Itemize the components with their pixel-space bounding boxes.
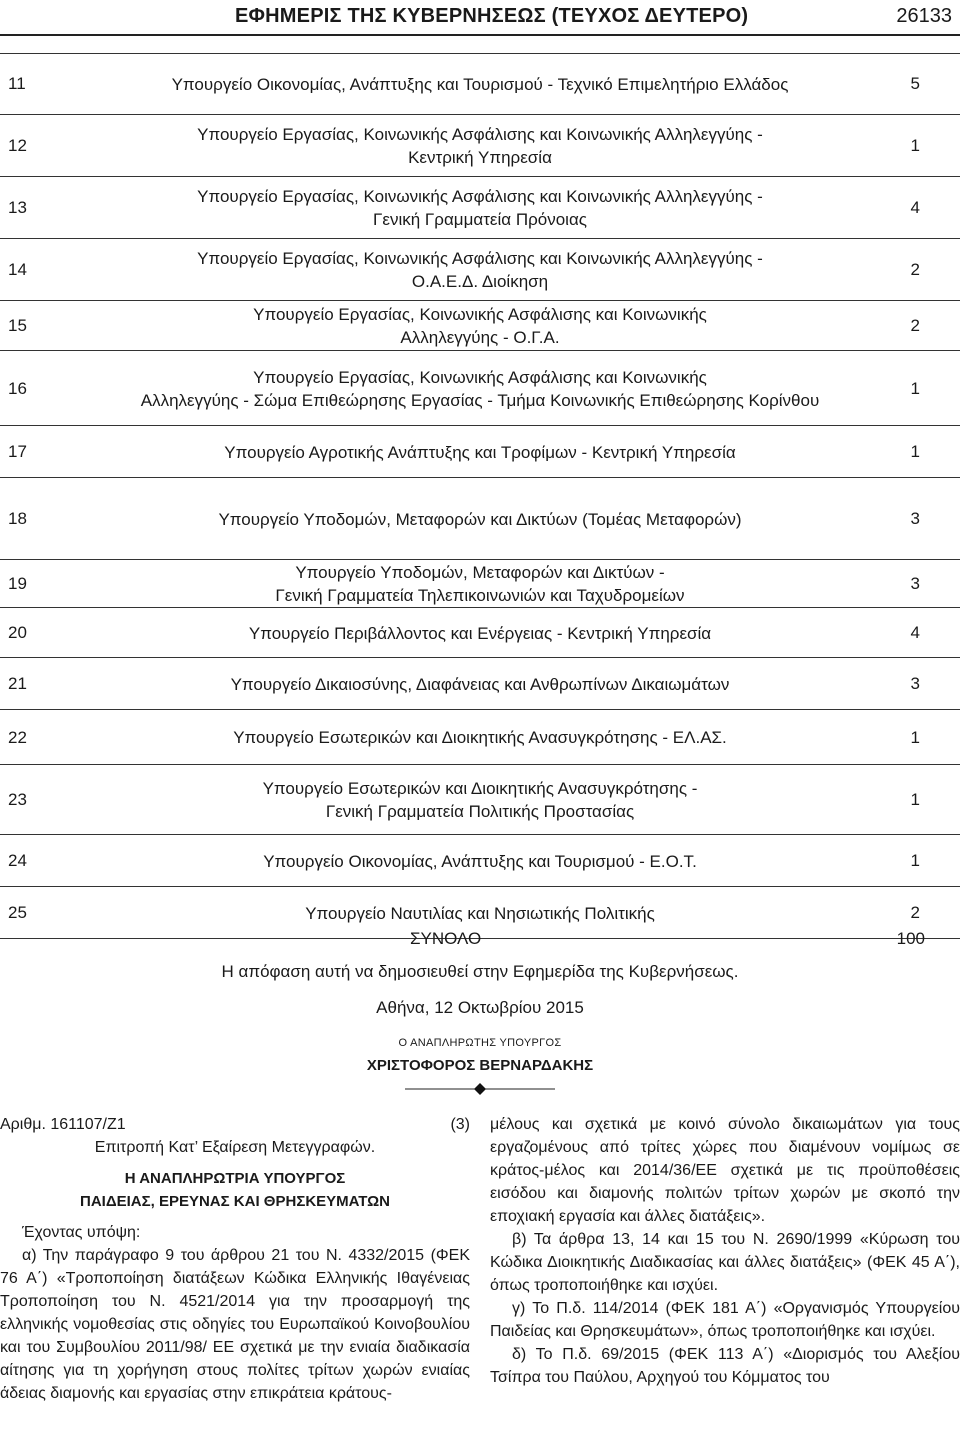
authority-line-2: ΠΑΙΔΕΙΑΣ, ΕΡΕΥΝΑΣ ΚΑΙ ΘΡΗΣΚΕΥΜΑΤΩΝ bbox=[80, 1193, 390, 1210]
description-line: Υπουργείο Εργασίας, Κοινωνικής Ασφάλισης και Κοινωνικής Αλληλεγγύης - bbox=[197, 249, 763, 268]
row-number: 25 bbox=[8, 903, 27, 922]
page-header bbox=[0, 0, 960, 34]
row-description bbox=[80, 303, 880, 349]
total-row bbox=[0, 927, 960, 953]
row-count: 1 bbox=[910, 790, 920, 809]
signatory-name: ΧΡΙΣΤΟΦΟΡΟΣ ΒΕΡΝΑΡΔΑΚΗΣ bbox=[366, 1057, 594, 1074]
description-line: Υπουργείο Εργασίας, Κοινωνικής Ασφάλισης και Κοινωνικής bbox=[253, 368, 707, 387]
row-number: 11 bbox=[8, 74, 26, 93]
decision-subject: Επιτροπή Κατ’ Εξαίρεση Μετεγγραφών. bbox=[94, 1139, 376, 1156]
table-row bbox=[0, 560, 960, 608]
row-count: 5 bbox=[910, 74, 920, 93]
section-separator-ornament bbox=[405, 1083, 555, 1095]
row-description bbox=[80, 850, 880, 873]
table-row bbox=[0, 115, 960, 177]
row-number: 16 bbox=[8, 379, 27, 398]
row-description bbox=[80, 123, 880, 169]
description-line: Υπουργείο Υποδομών, Μεταφορών και Δικτύων - bbox=[295, 563, 665, 582]
description-line: Υπουργείο Οικονομίας, Ανάπτυξης και Τουρισμού - Τεχνικό Επιμελητήριο Ελλάδος bbox=[171, 75, 789, 94]
description-line: Υπουργείο Οικονομίας, Ανάπτυξης και Τουρισμού - Ε.Ο.Τ. bbox=[263, 852, 697, 871]
gazette-title: ΕΦΗΜΕΡΙΣ ΤΗΣ ΚΥΒΕΡΝΗΣΕΩΣ (ΤΕΥΧΟΣ ΔΕΥΤΕΡΟ) bbox=[235, 5, 749, 27]
row-number: 23 bbox=[8, 790, 27, 809]
row-count: 2 bbox=[910, 316, 920, 335]
row-description bbox=[80, 673, 880, 696]
left-column bbox=[0, 1113, 470, 1405]
row-number: 19 bbox=[8, 574, 27, 593]
paragraph-a: α) Την παράγραφο 9 του άρθρου 21 του Ν. 4332/2015 (ΦΕΚ 76 Α΄) «Τροποποίηση διατάξεων Κώδικα Ελληνικής Ιθαγένειας Τροποποίηση του Ν. 4521/2014 για την προσαρμογή της ελληνικής νομοθεσίας στις οδηγίες του Ευρωπαϊκού Κοινοβουλίου και του Συμβουλίου 2011/98/ ΕΕ σχετικά με την ενιαία διαδικασία αίτησης για τη χορήγηση στους πολίτες τρίτων χωρών ενιαίας άδειας διαμονής και εργασίας στην επικράτεια κράτους- bbox=[0, 1247, 470, 1402]
row-count: 4 bbox=[910, 198, 920, 217]
description-line: Υπουργείο Εσωτερικών και Διοικητικής Ανασυγκρότησης - bbox=[262, 779, 698, 798]
row-description bbox=[80, 902, 880, 925]
description-line: Υπουργείο Αγροτικής Ανάπτυξης και Τροφίμων - Κεντρική Υπηρεσία bbox=[224, 443, 736, 462]
description-line: Υπουργείο Δικαιοσύνης, Διαφάνειας και Ανθρωπίνων Δικαιωμάτων bbox=[230, 675, 730, 694]
row-description bbox=[80, 508, 880, 531]
publication-order: Η απόφαση αυτή να δημοσιευθεί στην Εφημερίδα της Κυβερνήσεως. bbox=[221, 962, 739, 981]
table-row bbox=[0, 177, 960, 239]
row-number: 21 bbox=[8, 674, 27, 693]
row-number: 24 bbox=[8, 851, 27, 870]
description-line: Γενική Γραμματεία Τηλεπικοινωνιών και Ταχυδρομείων bbox=[275, 586, 685, 605]
decision-number-line bbox=[0, 1113, 470, 1136]
table-row bbox=[0, 835, 960, 887]
decision-number: Αριθμ. 161107/Ζ1 bbox=[0, 1116, 126, 1133]
description-line: Ο.Α.Ε.Δ. Διοίκηση bbox=[411, 272, 549, 291]
header-divider bbox=[0, 34, 960, 36]
row-description bbox=[80, 622, 880, 645]
row-number: 12 bbox=[8, 136, 27, 155]
total-value: 100 bbox=[896, 929, 925, 948]
row-description bbox=[80, 561, 880, 607]
table-row bbox=[0, 426, 960, 478]
right-column bbox=[490, 1113, 960, 1389]
paragraph-a-continued: μέλους και σχετικά με κοινό σύνολο δικαιωμάτων για τους εργαζομένους από τρίτες χώρες που διαμένουν νομίμως σε κράτος-μέλος και 2014/36/ΕΕ σχετικά με τις προϋποθέσεις εισόδου και διαμονής πολιτών τρίτων χωρών με σκοπό την εποχιακή εργασία και άλλες διατάξεις». bbox=[490, 1116, 960, 1225]
row-number: 22 bbox=[8, 728, 27, 747]
row-description bbox=[80, 777, 880, 823]
description-line: Αλληλεγγύης - Ο.Γ.Α. bbox=[400, 328, 560, 347]
row-number: 18 bbox=[8, 509, 27, 528]
authority-line-1: Η ΑΝΑΠΛΗΡΩΤΡΙΑ ΥΠΟΥΡΓΟΣ bbox=[124, 1170, 346, 1187]
row-description bbox=[80, 366, 880, 412]
decision-ref: (3) bbox=[450, 1116, 470, 1133]
row-description bbox=[80, 726, 880, 749]
row-number: 15 bbox=[8, 316, 27, 335]
description-line: Υπουργείο Εργασίας, Κοινωνικής Ασφάλισης και Κοινωνικής Αλληλεγγύης - bbox=[197, 187, 763, 206]
description-line: Υπουργείο Εσωτερικών και Διοικητικής Ανασυγκρότησης - ΕΛ.ΑΣ. bbox=[233, 728, 727, 747]
table-row bbox=[0, 53, 960, 115]
table-top-border bbox=[0, 53, 960, 54]
row-count: 2 bbox=[910, 260, 920, 279]
row-count: 1 bbox=[910, 442, 920, 461]
table-row bbox=[0, 710, 960, 765]
signatory-title: Ο ΑΝΑΠΛΗΡΩΤΗΣ ΥΠΟΥΡΓΟΣ bbox=[398, 1037, 562, 1049]
row-description bbox=[80, 247, 880, 293]
table-row bbox=[0, 658, 960, 710]
paragraph-d: δ) Το Π.δ. 69/2015 (ΦΕΚ 113 Α΄) «Διορισμός του Αλεξίου Τσίπρα του Παύλου, Αρχηγού του Κόμματος του bbox=[490, 1346, 960, 1386]
total-label: ΣΥΝΟΛΟ bbox=[410, 929, 482, 948]
row-count: 4 bbox=[910, 623, 920, 642]
table-row bbox=[0, 765, 960, 835]
table-row bbox=[0, 608, 960, 658]
table-row bbox=[0, 301, 960, 351]
row-count: 3 bbox=[910, 574, 920, 593]
description-line: Υπουργείο Εργασίας, Κοινωνικής Ασφάλισης και Κοινωνικής Αλληλεγγύης - bbox=[197, 125, 763, 144]
row-count: 1 bbox=[910, 136, 920, 155]
considering-heading: Έχοντας υπόψη: bbox=[22, 1224, 141, 1241]
page-number: 26133 bbox=[896, 5, 952, 27]
description-line: Υπουργείο Ναυτιλίας και Νησιωτικής Πολιτικής bbox=[305, 904, 655, 923]
table-row bbox=[0, 351, 960, 426]
paragraph-b: β) Τα άρθρα 13, 14 και 15 του Ν. 2690/1999 «Κύρωση του Κώδικα Διοικητικής Διαδικασίας και άλλες διατάξεις» (ΦΕΚ 45 Α΄), όπως τροποποιήθηκε και ισχύει. bbox=[490, 1231, 960, 1294]
row-count: 3 bbox=[910, 509, 920, 528]
row-number: 20 bbox=[8, 623, 27, 642]
row-description bbox=[80, 185, 880, 231]
table-row bbox=[0, 478, 960, 560]
description-line: Γενική Γραμματεία Πρόνοιας bbox=[373, 210, 587, 229]
table-row bbox=[0, 239, 960, 301]
row-count: 1 bbox=[910, 851, 920, 870]
description-line: Υπουργείο Εργασίας, Κοινωνικής Ασφάλισης και Κοινωνικής bbox=[253, 305, 707, 324]
place-date: Αθήνα, 12 Οκτωβρίου 2015 bbox=[376, 998, 584, 1017]
description-line: Κεντρική Υπηρεσία bbox=[408, 148, 552, 167]
description-line: Υπουργείο Περιβάλλοντος και Ενέργειας - Κεντρική Υπηρεσία bbox=[248, 624, 712, 643]
row-count: 1 bbox=[910, 379, 920, 398]
paragraph-c: γ) Το Π.δ. 114/2014 (ΦΕΚ 181 Α΄) «Οργανισμός Υπουργείου Παιδείας και Θρησκευμάτων», όπως τροποποιήθηκε και ισχύει. bbox=[490, 1300, 960, 1340]
row-number: 14 bbox=[8, 260, 27, 279]
description-line: Γενική Γραμματεία Πολιτικής Προστασίας bbox=[325, 802, 635, 821]
row-count: 2 bbox=[910, 903, 920, 922]
allocation-table bbox=[0, 53, 960, 955]
row-number: 13 bbox=[8, 198, 27, 217]
row-description bbox=[80, 73, 880, 96]
description-line: Υπουργείο Υποδομών, Μεταφορών και Δικτύων (Τομέας Μεταφορών) bbox=[218, 510, 742, 529]
row-description bbox=[80, 441, 880, 464]
row-number: 17 bbox=[8, 442, 27, 461]
row-count: 1 bbox=[910, 728, 920, 747]
description-line: Αλληλεγγύης - Σώμα Επιθεώρησης Εργασίας - Τμήμα Κοινωνικής Επιθεώρησης Κορίνθου bbox=[140, 391, 820, 410]
row-count: 3 bbox=[910, 674, 920, 693]
